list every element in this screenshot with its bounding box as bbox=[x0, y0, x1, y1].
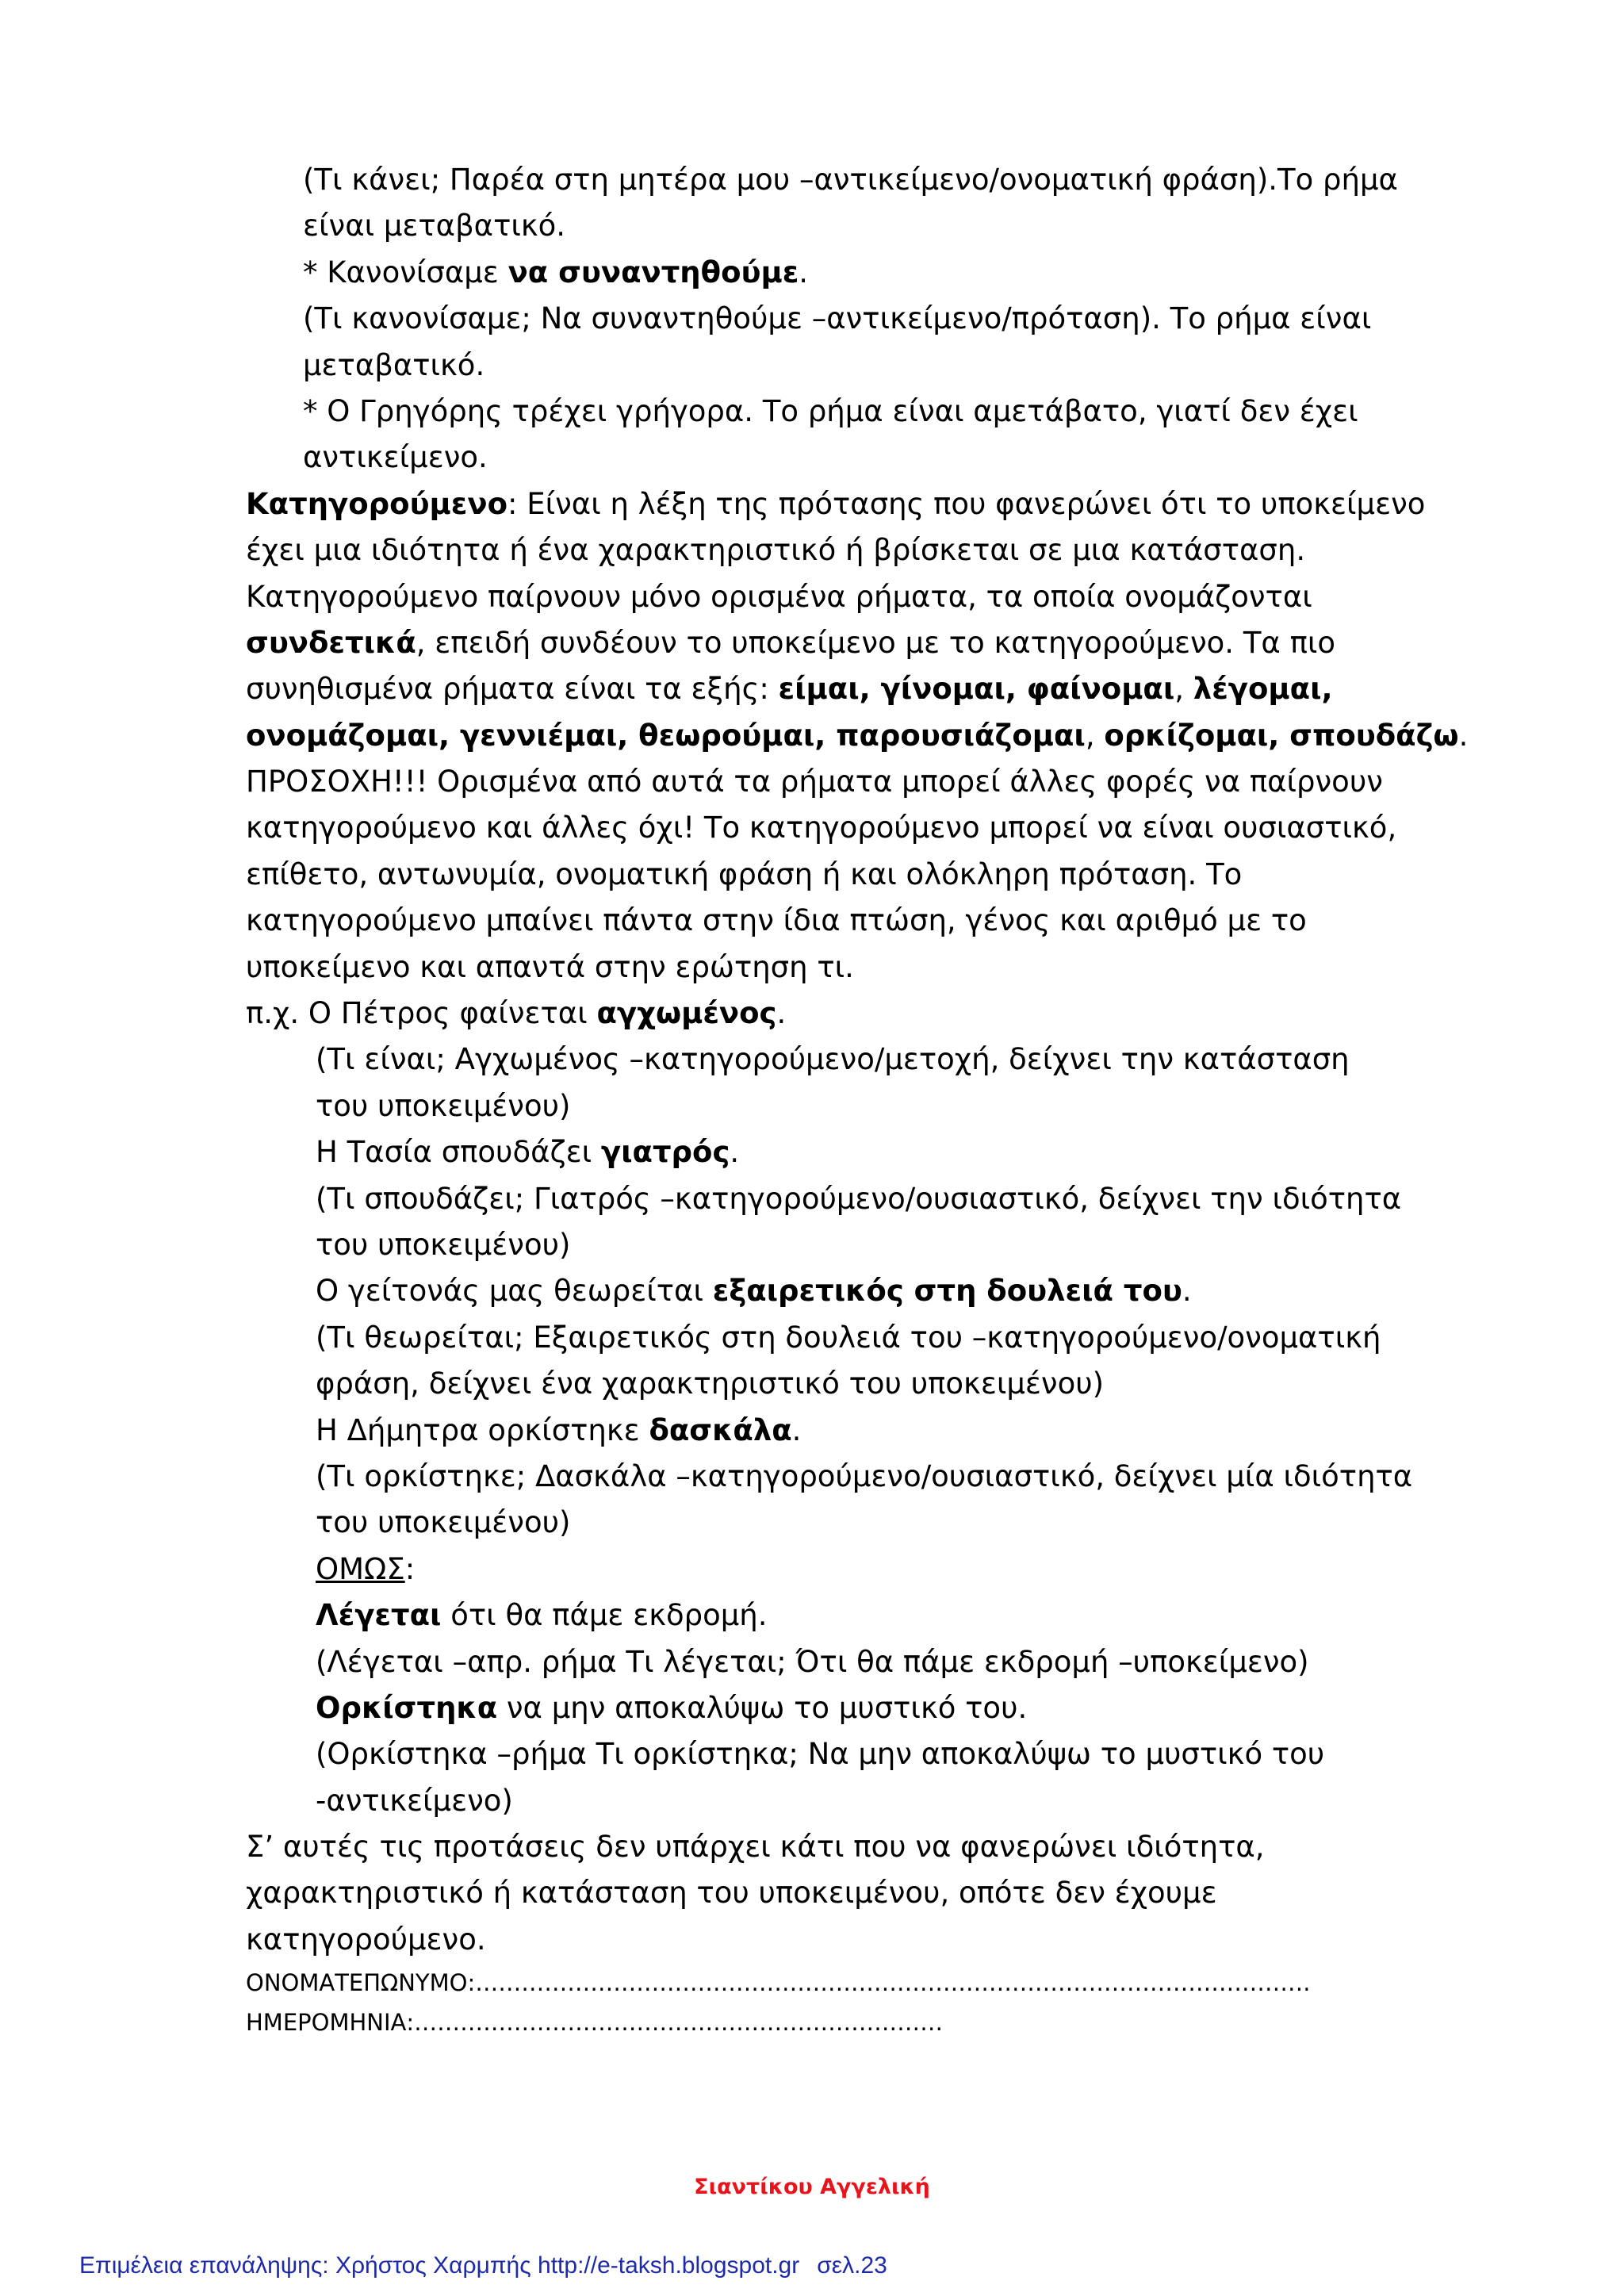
bold-term: ονομάζομαι, γεννιέμαι, θεωρούμαι, παρουσιάζομαι bbox=[246, 718, 1086, 753]
text-line bbox=[246, 1778, 1404, 1824]
text-segment: , bbox=[1174, 672, 1193, 707]
text-segment: ΠΡΟΣΟΧΗ!!! Ορισμένα από αυτά τα ρήματα μπορεί άλλες φορές να παίρνουν bbox=[246, 765, 1383, 799]
text-line bbox=[246, 1083, 1404, 1129]
text-line bbox=[246, 1037, 1404, 1083]
text-line bbox=[246, 1685, 1404, 1731]
text-segment: επίθετο, αντωνυμία, ονοματική φράση ή και ολόκληρη πρόταση. Το bbox=[246, 857, 1243, 891]
text-line bbox=[246, 1639, 1404, 1685]
text-line bbox=[246, 435, 1404, 481]
text-line bbox=[246, 666, 1404, 712]
text-segment: κατηγορούμενο και άλλες όχι! Το κατηγορούμενο μπορεί να είναι ουσιαστικό, bbox=[246, 811, 1397, 845]
bold-term: Λέγεται bbox=[316, 1598, 442, 1633]
text-line bbox=[246, 1315, 1404, 1361]
bold-term: λέγομαι, bbox=[1193, 672, 1333, 707]
text-segment: είναι μεταβατικό. bbox=[303, 209, 566, 243]
text-line bbox=[246, 389, 1404, 435]
text-segment: μεταβατικό. bbox=[303, 347, 485, 382]
text-segment: ότι θα πάμε εκδρομή. bbox=[441, 1598, 768, 1633]
text-line bbox=[246, 620, 1404, 666]
bold-term: Ορκίστηκα bbox=[316, 1690, 498, 1725]
text-line bbox=[246, 852, 1404, 898]
text-segment: . bbox=[791, 1412, 802, 1447]
text-line bbox=[246, 1408, 1404, 1454]
text-segment: (Τι θεωρείται; Εξαιρετικός στη δουλειά του –κατηγορούμενο/ονοματική bbox=[316, 1320, 1381, 1355]
text-line bbox=[246, 574, 1404, 620]
text-line bbox=[246, 1129, 1404, 1175]
text-segment: Ο γείτονάς μας θεωρείται bbox=[316, 1274, 713, 1309]
text-line bbox=[246, 1176, 1404, 1222]
name-field: ΟΝΟΜΑΤΕΠΩΝΥΜΟ:………………………………………………………………………………………………. bbox=[246, 1969, 1311, 1997]
text-segment: . bbox=[1458, 718, 1469, 753]
text-segment: (Τι κανονίσαμε; Να συναντηθούμε –αντικείμενο/πρόταση). Το ρήμα είναι bbox=[303, 301, 1372, 336]
text-segment: Σ’ αυτές τις προτάσεις δεν υπάρχει κάτι που να φανερώνει ιδιότητα, bbox=[246, 1830, 1265, 1865]
text-segment: του υποκειμένου) bbox=[316, 1227, 571, 1262]
bold-term: εξαιρετικός στη δουλειά του bbox=[712, 1274, 1182, 1309]
author-name: Σιαντίκου Αγγελική bbox=[694, 2175, 930, 2199]
text-segment: Η Δήμητρα ορκίστηκε bbox=[316, 1412, 649, 1447]
text-line bbox=[246, 157, 1404, 203]
text-line bbox=[246, 343, 1404, 389]
text-line bbox=[246, 481, 1426, 527]
page-footer bbox=[79, 2252, 887, 2279]
page-number: σελ.23 bbox=[817, 2252, 887, 2279]
text-line bbox=[246, 898, 1404, 944]
text-segment: να μην αποκαλύψω το μυστικό του. bbox=[497, 1690, 1028, 1725]
bold-term: Κατηγορούμενο bbox=[246, 486, 508, 521]
document-body bbox=[246, 157, 1469, 2042]
bold-term: γιατρός bbox=[600, 1135, 730, 1170]
text-line bbox=[246, 1500, 1404, 1546]
text-segment: συνηθισμένα ρήματα είναι τα εξής: bbox=[246, 672, 779, 707]
text-line bbox=[246, 1268, 1404, 1314]
text-segment: αντικείμενο. bbox=[303, 440, 488, 475]
text-segment: . bbox=[799, 255, 809, 289]
text-segment: φράση, δείχνει ένα χαρακτηριστικό του υποκειμένου) bbox=[316, 1366, 1105, 1401]
text-segment: (Λέγεται –απρ. ρήμα Τι λέγεται; Ότι θα πάμε εκδρομή –υποκείμενο) bbox=[316, 1644, 1309, 1679]
text-segment: υποκείμενο και απαντά στην ερώτηση τι. bbox=[246, 949, 854, 984]
bold-term: είμαι, γίνομαι, φαίνομαι bbox=[778, 672, 1175, 707]
date-field: ΗΜΕΡΟΜΗΝΙΑ:…………………………………………………………… bbox=[246, 2009, 944, 2037]
bold-term: ορκίζομαι, σπουδάζω bbox=[1104, 718, 1459, 753]
text-line bbox=[246, 250, 1404, 296]
text-line bbox=[246, 713, 1469, 759]
text-segment: Κατηγορούμενο παίρνουν μόνο ορισμένα ρήματα, τα οποία ονομάζονται bbox=[246, 579, 1312, 614]
text-line bbox=[246, 1870, 1404, 1916]
text-line bbox=[246, 1731, 1404, 1777]
text-line bbox=[246, 991, 1404, 1037]
text-segment: . bbox=[1182, 1274, 1192, 1309]
text-line bbox=[246, 527, 1404, 573]
text-segment: . bbox=[776, 996, 787, 1031]
text-segment: έχει μια ιδιότητα ή ένα χαρακτηριστικό ή βρίσκεται σε μια κατάσταση. bbox=[246, 533, 1306, 568]
text-line bbox=[246, 1454, 1413, 1500]
text-segment: π.χ. Ο Πέτρος φαίνεται bbox=[246, 996, 597, 1031]
text-segment: του υποκειμένου) bbox=[316, 1088, 571, 1123]
text-segment: (Τι κάνει; Παρέα στη μητέρα μου –αντικείμενο/ονοματική φράση).Το ρήμα bbox=[303, 163, 1398, 197]
underlined-text: ΟΜΩΣ bbox=[316, 1551, 405, 1586]
footer-credit: Επιμέλεια επανάληψης: Χρήστος Χαρμπής http://e-taksh.blogspot.gr bbox=[79, 2252, 800, 2279]
text-segment: του υποκειμένου) bbox=[316, 1505, 571, 1540]
text-line bbox=[246, 1824, 1404, 1870]
text-segment: Η Τασία σπουδάζει bbox=[316, 1135, 601, 1170]
text-segment: , επειδή συνδέουν το υποκείμενο με το κατηγορούμενο. Τα πιο bbox=[416, 625, 1336, 660]
text-segment: (Ορκίστηκα –ρήμα Τι ορκίστηκα; Να μην αποκαλύψω το μυστικό του bbox=[316, 1737, 1325, 1772]
text-segment: : bbox=[404, 1551, 416, 1586]
text-segment: . bbox=[730, 1135, 740, 1170]
bold-term: συνδετικά bbox=[246, 625, 416, 660]
text-segment: , bbox=[1085, 718, 1105, 753]
text-segment: κατηγορούμενο. bbox=[246, 1922, 486, 1957]
text-segment: * Ο Γρηγόρης τρέχει γρήγορα. Το ρήμα είναι αμετάβατο, γιατί δεν έχει bbox=[303, 393, 1358, 428]
text-line bbox=[246, 805, 1404, 851]
text-line bbox=[246, 296, 1404, 342]
text-segment: κατηγορούμενο μπαίνει πάντα στην ίδια πτώση, γένος και αριθμό με το bbox=[246, 903, 1307, 938]
text-line bbox=[246, 1593, 1404, 1639]
bold-term: αγχωμένος bbox=[596, 996, 777, 1031]
text-segment: (Τι είναι; Αγχωμένος –κατηγορούμενο/μετοχή, δείχνει την κατάσταση bbox=[316, 1042, 1350, 1077]
text-segment: (Τι σπουδάζει; Γιατρός –κατηγορούμενο/ουσιαστικό, δείχνει την ιδιότητα bbox=[316, 1181, 1402, 1216]
text-line bbox=[246, 1222, 1404, 1268]
text-segment: χαρακτηριστικό ή κατάσταση του υποκειμένου, οπότε δεν έχουμε bbox=[246, 1876, 1217, 1911]
text-segment: * Κανονίσαμε bbox=[303, 255, 508, 289]
text-line bbox=[246, 945, 1404, 991]
text-segment: (Τι ορκίστηκε; Δασκάλα –κατηγορούμενο/ουσιαστικό, δείχνει μία ιδιότητα bbox=[316, 1458, 1413, 1493]
text-line bbox=[246, 759, 1404, 805]
bold-term: να συναντηθούμε bbox=[508, 255, 799, 289]
bold-term: δασκάλα bbox=[649, 1412, 792, 1447]
text-segment: -αντικείμενο) bbox=[316, 1783, 513, 1818]
text-line bbox=[246, 1361, 1404, 1407]
text-segment: : Είναι η λέξη της πρότασης που φανερώνει ότι το υποκείμενο bbox=[508, 486, 1426, 521]
text-line bbox=[246, 1917, 1404, 1963]
text-line bbox=[246, 1547, 1404, 1593]
text-line bbox=[246, 203, 1404, 249]
